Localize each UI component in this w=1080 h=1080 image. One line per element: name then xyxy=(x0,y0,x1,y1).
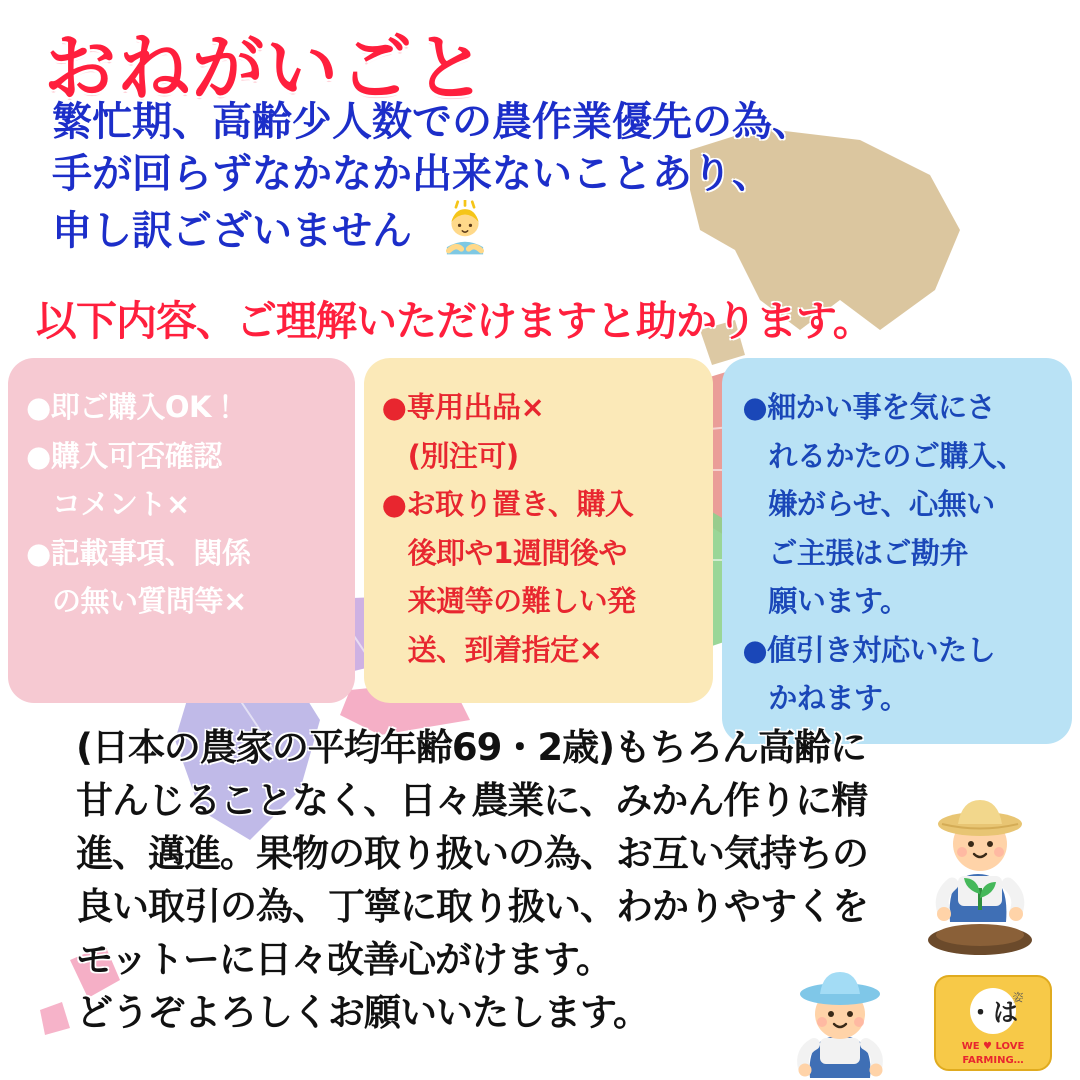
bowing-person-icon xyxy=(436,200,494,258)
bottom-line-2: 甘んじることなく、日々農業に、みかん作りに精 xyxy=(76,778,868,822)
bottom-line-6: どうぞよろしくお願いいたします。 xyxy=(76,990,650,1034)
panel-blue-item-6: かねます。 xyxy=(768,681,909,716)
bottom-line-5: モットーに日々改善心がけます。 xyxy=(76,937,612,981)
panel-pink-item-3-text: 記載事項、関係 xyxy=(50,535,251,570)
panel-yellow-item-3: 後即や1週間後や xyxy=(407,535,627,570)
svg-text:姿: 姿 xyxy=(1012,991,1024,1004)
farmer-watering-illustration xyxy=(908,772,1048,957)
panel-yellow-item-5: 送、到着指定× xyxy=(407,632,603,667)
bottom-line-1: (日本の農家の平均年齢69・2歳)もちろん高齢に xyxy=(76,726,867,769)
brand-logo xyxy=(934,975,1052,1071)
bullet-icon: ● xyxy=(742,632,768,667)
lead-line-2: 手が回らずなかなか出来ないことあり、 xyxy=(52,151,772,197)
bullet-icon: ● xyxy=(26,535,51,570)
panel-pink-item-0-text: 即ご購入OK！ xyxy=(50,390,240,424)
panel-blue-item-0 xyxy=(742,388,1052,427)
panel-blue-item-3: ご主張はご勘弁 xyxy=(768,535,968,570)
bullet-icon: ● xyxy=(26,390,51,424)
bullet-icon: ● xyxy=(381,390,407,424)
svg-text:FARMING…: FARMING… xyxy=(962,1055,1024,1066)
panel-yellow-item-0 xyxy=(382,388,694,427)
lead-red-note: 以下内容、ご理解いただけますと助かります。 xyxy=(36,297,873,345)
panel-pink-item-1 xyxy=(26,437,335,476)
lead-line-1: 繁忙期、高齢少人数での農作業優先の為、 xyxy=(52,99,812,145)
bottom-line-3: 進、邁進。果物の取り扱いの為、お互い気持ちの xyxy=(76,831,868,875)
rules-panel-group xyxy=(8,358,1072,744)
panel-pink-item-2: コメント× xyxy=(52,487,190,522)
panel-pink-item-3 xyxy=(26,534,335,573)
panel-blue-item-5 xyxy=(742,631,1052,670)
panel-yellow-item-2 xyxy=(382,485,694,524)
panel-pink-item-1-text: 購入可否確認 xyxy=(50,438,222,473)
panel-yellow-item-0-text: 専用出品× xyxy=(406,390,545,424)
lead-paragraph xyxy=(52,96,1042,258)
bullet-icon: ● xyxy=(26,438,51,473)
lead-line-3: 申し訳ございません xyxy=(52,208,412,254)
lead-line-3-wrap xyxy=(52,200,1042,258)
page-title: おねがいごと xyxy=(44,26,489,110)
panel-blue-item-2: 嫌がらせ、心無い xyxy=(768,487,995,522)
panel-blue-item-5-text: 値引き対応いたし xyxy=(767,632,996,667)
panel-pink xyxy=(8,358,355,703)
panel-yellow-item-4: 来週等の難しい発 xyxy=(407,584,636,619)
panel-yellow xyxy=(364,358,714,703)
panel-blue-item-1: れるかたのご購入、 xyxy=(768,438,1025,473)
panel-blue xyxy=(722,358,1072,744)
bullet-icon: ● xyxy=(742,390,768,424)
panel-pink-item-0 xyxy=(26,388,335,427)
panel-yellow-item-2-text: お取り置き、購入 xyxy=(406,487,634,522)
farmer-waving-illustration xyxy=(780,960,900,1078)
bottom-line-4: 良い取引の為、丁寧に取り扱い、わかりやすくを xyxy=(76,884,868,928)
panel-yellow-item-1: (別注可) xyxy=(407,438,519,473)
panel-blue-item-0-text: 細かい事を気にさ xyxy=(767,390,996,424)
panel-blue-item-4: 願います。 xyxy=(768,584,909,619)
panel-pink-item-4: の無い質問等× xyxy=(52,584,247,619)
bullet-icon: ● xyxy=(381,487,407,522)
svg-text:WE ♥ LOVE: WE ♥ LOVE xyxy=(961,1041,1025,1052)
svg-text:・は: ・は xyxy=(967,998,1019,1027)
